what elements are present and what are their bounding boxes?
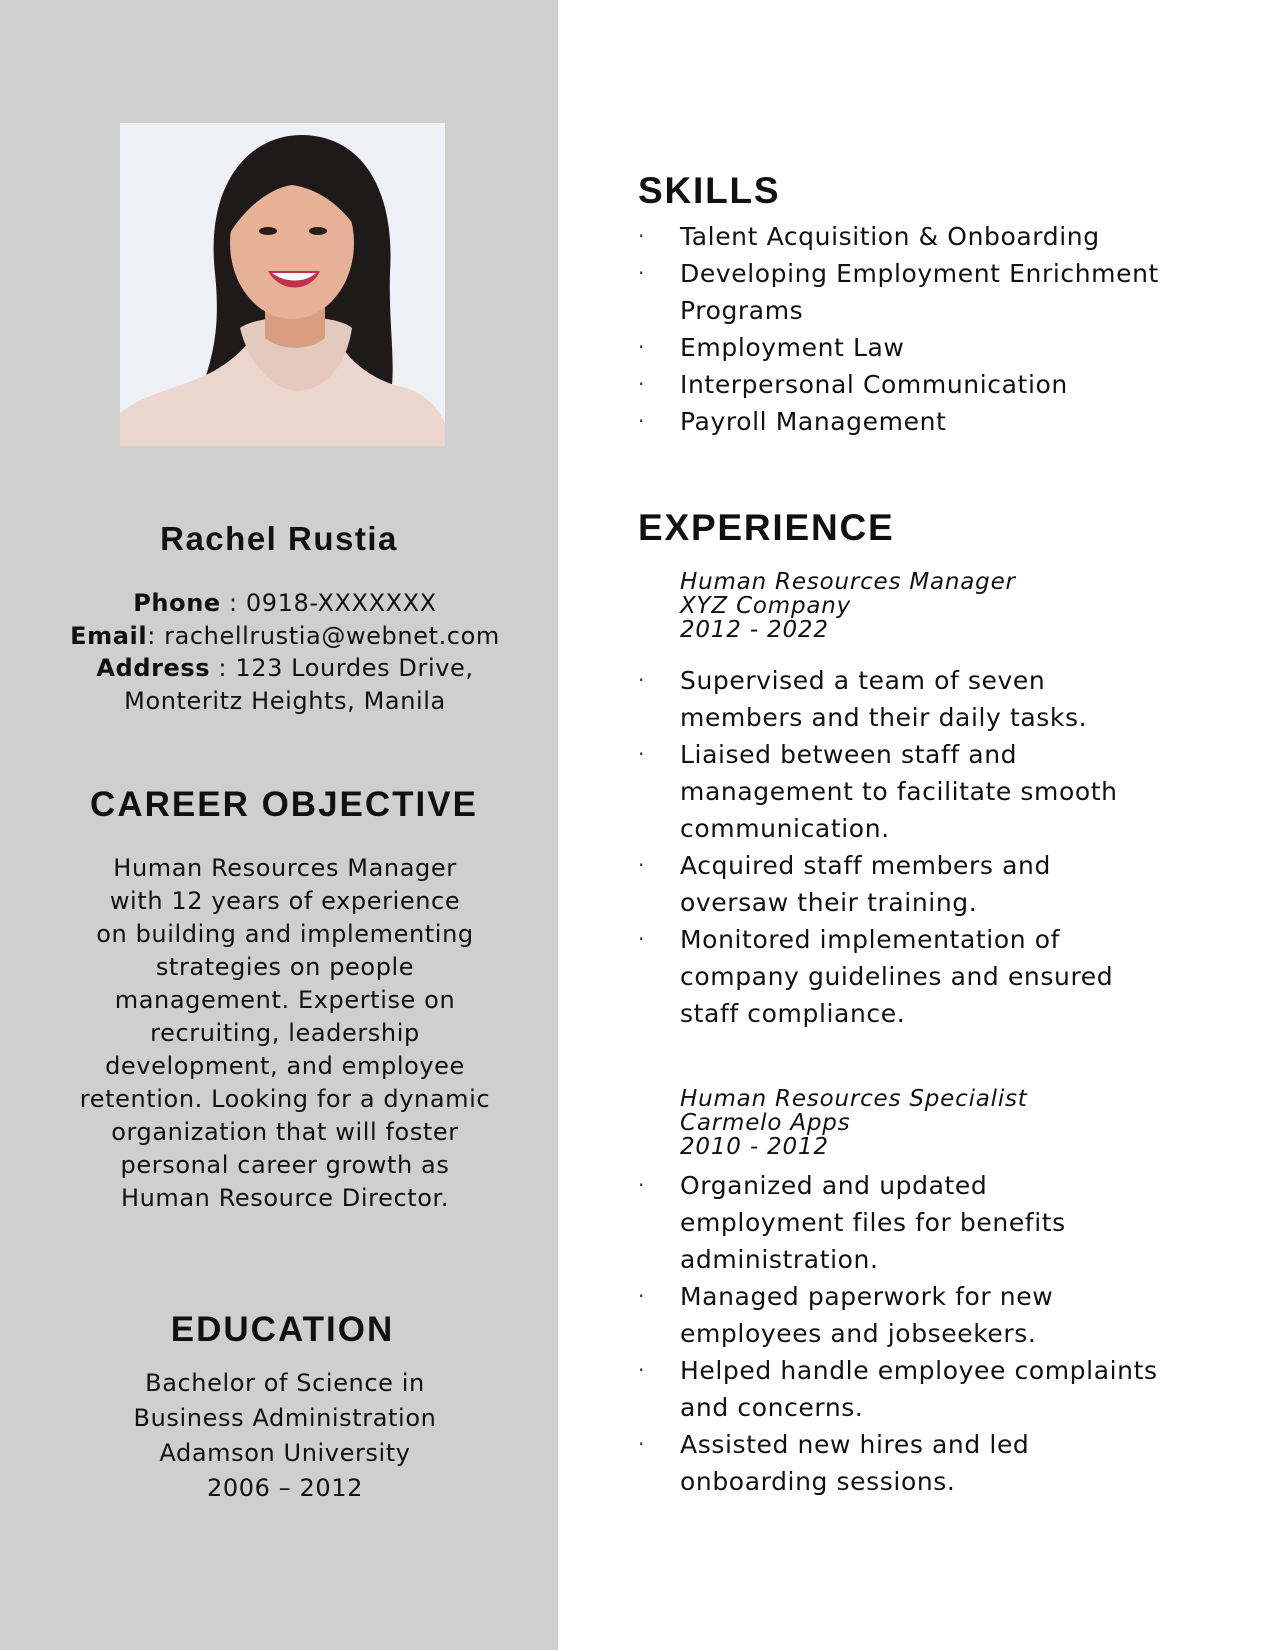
job-company: XYZ Company (680, 593, 852, 619)
profile-photo (120, 123, 445, 446)
phone-value: 0918-XXXXXXX (245, 589, 437, 617)
career-objective-heading: CAREER OBJECTIVE (90, 785, 478, 824)
job-bullet: · Organized and updated employment files for benefits administration. (638, 1167, 1158, 1278)
address-label: Address (96, 654, 211, 682)
education-line: Adamson University (159, 1439, 411, 1467)
job-bullet: · Liaised between staff and management to facilitate smooth communication. (638, 736, 1158, 847)
objective-line: recruiting, leadership (150, 1019, 420, 1047)
objective-line: on building and implementing (96, 920, 474, 948)
objective-line: with 12 years of experience (109, 887, 461, 915)
job-title: Human Resources Manager (680, 569, 1016, 595)
skill-item: · Developing Employment Enrichment Programs (638, 255, 1193, 329)
job-header (680, 570, 1016, 642)
email-value: rachellrustia@webnet.com (164, 621, 500, 650)
address-line1: 123 Lourdes Drive, (235, 654, 474, 682)
candidate-name: Rachel Rustia (160, 520, 398, 557)
objective-line: personal career growth as (120, 1151, 450, 1179)
phone-label: Phone (133, 589, 221, 617)
skill-item: · Employment Law (638, 329, 1193, 366)
skill-item: · Talent Acquisition & Onboarding (638, 218, 1193, 255)
job-bullet: · Monitored implementation of company guidelines and ensured staff compliance. (638, 921, 1158, 1032)
job-bullet: · Managed paperwork for new employees and jobseekers. (638, 1278, 1158, 1352)
skills-heading: SKILLS (638, 170, 781, 211)
address-line2: Monteritz Heights, Manila (124, 686, 446, 715)
job-header (680, 1087, 1028, 1159)
email-line: Email: rachellrustia@webnet.com (70, 621, 500, 650)
objective-line: retention. Looking for a dynamic (79, 1085, 491, 1113)
job-company: Carmelo Apps (680, 1110, 851, 1136)
phone-line: Phone : 0918-XXXXXXX (133, 589, 437, 617)
job-bullets (638, 1167, 1158, 1500)
contact-info (30, 587, 540, 717)
email-label: Email (70, 621, 148, 650)
education-line: Business Administration (133, 1404, 437, 1432)
skills-list (638, 218, 1193, 440)
objective-line: development, and employee (105, 1052, 465, 1080)
address-line: Address : 123 Lourdes Drive, (96, 654, 474, 682)
education-text (50, 1366, 520, 1506)
sidebar (0, 0, 558, 1650)
experience-heading: EXPERIENCE (638, 507, 895, 548)
skill-item: · Payroll Management (638, 403, 1193, 440)
job-bullet: · Acquired staff members and oversaw their training. (638, 847, 1158, 921)
job-bullet: · Assisted new hires and led onboarding sessions. (638, 1426, 1158, 1500)
objective-line: management. Expertise on (114, 986, 456, 1014)
job-years: 2010 - 2012 (680, 1134, 829, 1160)
job-bullets (638, 662, 1158, 1032)
job-bullet: · Supervised a team of seven members and their daily tasks. (638, 662, 1158, 736)
objective-line: Human Resource Director. (120, 1184, 450, 1212)
job-bullet: · Helped handle employee complaints and concerns. (638, 1352, 1158, 1426)
skill-item: · Interpersonal Communication (638, 366, 1193, 403)
objective-line: strategies on people (155, 953, 415, 981)
education-line: Bachelor of Science in (145, 1369, 425, 1397)
job-years: 2012 - 2022 (680, 617, 829, 643)
job-title: Human Resources Specialist (680, 1086, 1028, 1112)
education-heading: EDUCATION (170, 1310, 395, 1349)
career-objective-text (50, 852, 520, 1215)
objective-line: Human Resources Manager (113, 854, 457, 882)
objective-line: organization that will foster (111, 1118, 459, 1146)
education-line: 2006 – 2012 (206, 1474, 363, 1502)
